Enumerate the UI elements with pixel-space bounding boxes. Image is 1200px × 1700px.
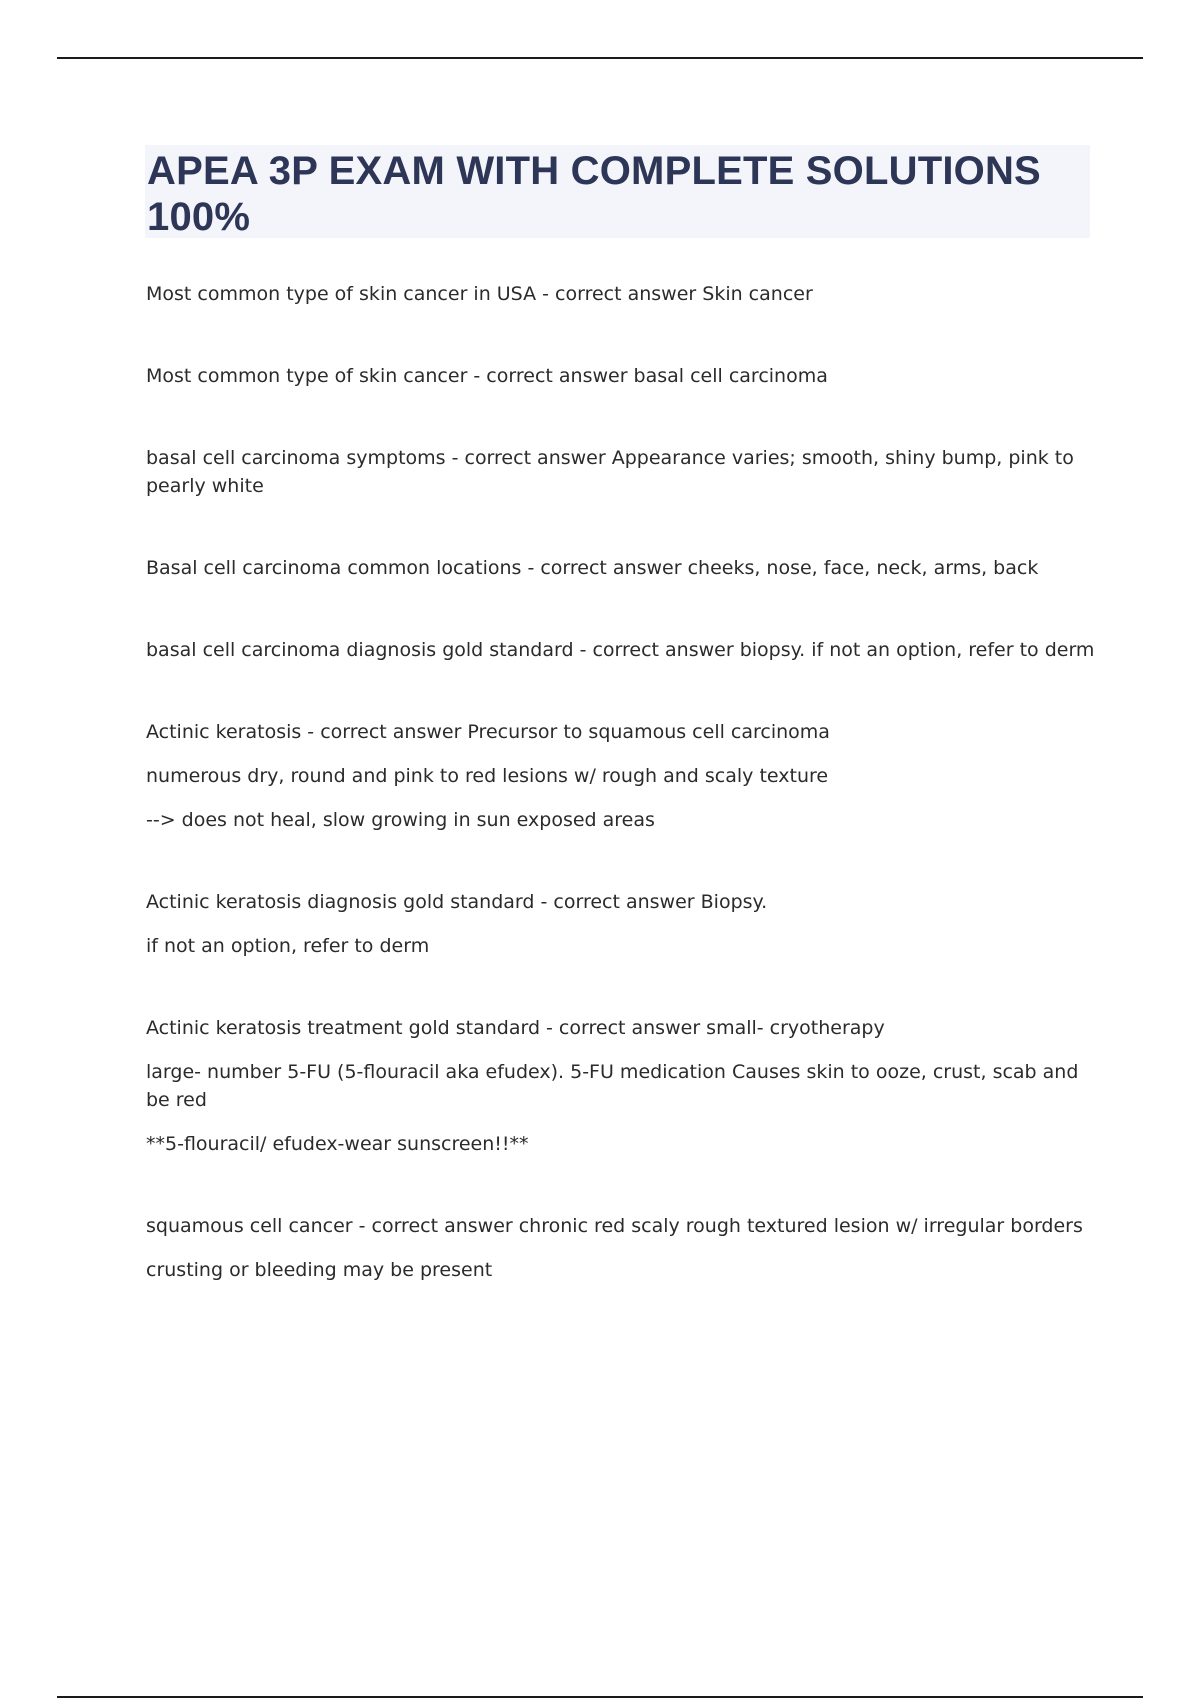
qa-line: Actinic keratosis - correct answer Precursor to squamous cell carcinoma bbox=[146, 721, 830, 743]
qa-list bbox=[146, 280, 1095, 1338]
qa-entry bbox=[146, 888, 1091, 960]
qa-entry bbox=[146, 718, 1091, 834]
qa-line: Most common type of skin cancer - correct answer basal cell carcinoma bbox=[146, 365, 828, 387]
title-band bbox=[145, 145, 1090, 238]
qa-entry bbox=[146, 1014, 1091, 1158]
qa-entry bbox=[146, 444, 1091, 500]
qa-line: crusting or bleeding may be present bbox=[146, 1259, 493, 1281]
qa-line: basal cell carcinoma diagnosis gold standard - correct answer biopsy. if not an option, refer to derm bbox=[146, 639, 1095, 661]
qa-entry bbox=[146, 280, 1091, 308]
qa-line: basal cell carcinoma symptoms - correct answer Appearance varies; smooth, shiny bump, pink to pearly white bbox=[146, 447, 1074, 497]
page-title: APEA 3P EXAM WITH COMPLETE SOLUTIONS 100% bbox=[147, 149, 1041, 239]
qa-line: **5-flouracil/ efudex-wear sunscreen!!** bbox=[146, 1133, 529, 1155]
qa-line: large- number 5-FU (5-flouracil aka efudex). 5-FU medication Causes skin to ooze, crust, scab and be red bbox=[146, 1061, 1079, 1111]
qa-entry bbox=[146, 554, 1091, 582]
top-rule bbox=[57, 57, 1143, 59]
qa-line: --> does not heal, slow growing in sun exposed areas bbox=[146, 809, 655, 831]
qa-entry bbox=[146, 362, 1091, 390]
qa-line: Most common type of skin cancer in USA - correct answer Skin cancer bbox=[146, 283, 813, 305]
qa-line: numerous dry, round and pink to red lesions w/ rough and scaly texture bbox=[146, 765, 829, 787]
qa-line: if not an option, refer to derm bbox=[146, 935, 430, 957]
qa-line: squamous cell cancer - correct answer chronic red scaly rough textured lesion w/ irregular borders bbox=[146, 1215, 1083, 1237]
qa-line: Actinic keratosis diagnosis gold standard - correct answer Biopsy. bbox=[146, 891, 768, 913]
qa-entry bbox=[146, 1212, 1091, 1284]
qa-line: Basal cell carcinoma common locations - correct answer cheeks, nose, face, neck, arms, back bbox=[146, 557, 1039, 579]
qa-entry bbox=[146, 636, 1095, 664]
bottom-rule bbox=[57, 1696, 1143, 1698]
qa-line: Actinic keratosis treatment gold standard - correct answer small- cryotherapy bbox=[146, 1017, 885, 1039]
